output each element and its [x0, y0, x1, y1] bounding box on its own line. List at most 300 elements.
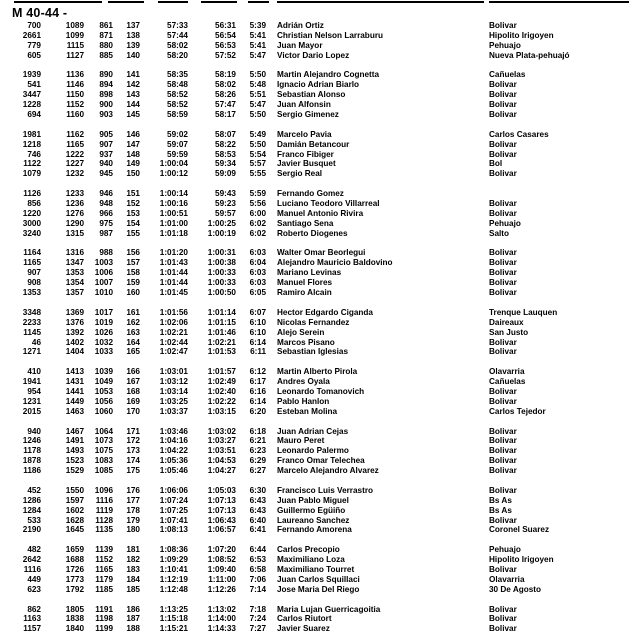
gross-time-cell: 1:13:25 [159, 604, 188, 614]
runner-name-cell: Leonardo Tomanovich [277, 386, 365, 396]
net-time-cell: 59:34 [215, 159, 236, 169]
net-time-cell: 1:03:15 [207, 406, 236, 416]
runner-name-cell: Mauro Peret [277, 436, 325, 446]
runner-name-cell: Franco Omar Telechea [277, 456, 365, 466]
city-cell: Bolivar [489, 446, 517, 456]
gross-time-cell: 59:07 [167, 139, 188, 149]
city-cell: Trenque Lauquen [489, 307, 558, 317]
runner-name-cell: Roberto Diogenes [277, 228, 348, 238]
runner-name-cell: Nicolas Fernandez [277, 317, 350, 327]
gross-time-cell: 1:01:18 [159, 228, 188, 238]
overall-place-cell: 1347 [65, 258, 84, 268]
pace-cell: 5:48 [249, 80, 266, 90]
net-time-cell: 1:07:20 [207, 545, 236, 555]
pace-cell: 5:50 [249, 110, 266, 120]
group-gap [0, 535, 634, 545]
gender-place-cell: 1010 [94, 288, 113, 298]
gross-time-cell: 1:01:43 [159, 258, 188, 268]
city-cell: Bolivar [489, 426, 517, 436]
overall-place-cell: 1838 [65, 614, 84, 624]
city-cell: Pehuajo [489, 218, 521, 228]
category-place-cell: 139 [126, 40, 140, 50]
overall-place-cell: 1115 [66, 40, 84, 50]
city-cell: Bolivar [489, 604, 517, 614]
net-time-cell: 1:14:33 [207, 624, 236, 634]
gross-time-cell: 57:33 [167, 21, 188, 30]
bib-cell: 1271 [22, 347, 41, 357]
gross-time-cell: 1:15:18 [159, 614, 188, 624]
group-gap [0, 61, 634, 71]
runner-name-cell: Manuel Antonio Rivira [277, 208, 364, 218]
pace-cell: 5:50 [249, 139, 266, 149]
net-time-cell: 1:08:52 [207, 555, 236, 565]
result-row [0, 21, 634, 31]
result-row [0, 377, 634, 387]
gross-time-cell: 1:04:22 [159, 446, 188, 456]
gender-place-cell: 861 [99, 21, 113, 30]
bib-cell: 1220 [22, 208, 41, 218]
bib-cell: 1186 [23, 466, 41, 476]
gross-time-cell: 1:01:00 [159, 218, 188, 228]
header-rule [248, 1, 269, 3]
city-cell: Bolivar [489, 466, 517, 476]
category-place-cell: 138 [126, 30, 140, 40]
category-place-cell: 150 [126, 169, 140, 179]
overall-place-cell: 1491 [65, 436, 84, 446]
overall-place-cell: 1354 [65, 278, 84, 288]
pace-cell: 5:50 [249, 70, 266, 80]
gross-time-cell: 1:03:01 [159, 367, 188, 377]
runner-name-cell: Esteban Molina [277, 406, 338, 416]
city-cell: Bolivar [489, 456, 517, 466]
net-time-cell: 1:02:22 [207, 396, 236, 406]
city-cell: Bolivar [489, 100, 517, 110]
pace-cell: 7:06 [249, 574, 266, 584]
runner-name-cell: Franco Fibiger [277, 149, 334, 159]
bib-cell: 3447 [22, 90, 41, 100]
gross-time-cell: 58:20 [167, 50, 188, 60]
pace-cell: 5:56 [249, 199, 266, 209]
result-row [0, 565, 634, 575]
runner-name-cell: Fernando Amorena [277, 525, 352, 535]
gross-time-cell: 59:59 [167, 149, 188, 159]
result-row [0, 219, 634, 229]
pace-cell: 7:18 [249, 604, 266, 614]
runner-name-cell: Martin Alberto Pirola [277, 367, 358, 377]
city-cell: Bolivar [489, 614, 517, 624]
result-row [0, 506, 634, 516]
pace-cell: 7:24 [249, 614, 266, 624]
category-place-cell: 146 [126, 129, 140, 139]
pace-cell: 5:55 [249, 169, 266, 179]
runner-name-cell: Adrián Ortiz [277, 21, 324, 30]
runner-name-cell: Maximiliano Tourret [277, 564, 355, 574]
runner-name-cell: Victor Dario Lopez [277, 50, 350, 60]
bib-cell: 1126 [23, 189, 41, 199]
net-time-cell: 1:09:40 [207, 564, 236, 574]
city-cell: Bolivar [489, 110, 517, 120]
bib-cell: 410 [27, 367, 41, 377]
net-time-cell: 1:00:25 [207, 218, 236, 228]
bib-cell: 1939 [22, 70, 41, 80]
city-cell: Bs As [489, 495, 512, 505]
net-time-cell: 1:02:49 [207, 377, 236, 387]
header-rule [158, 1, 188, 3]
overall-place-cell: 1628 [65, 515, 84, 525]
gross-time-cell: 1:02:47 [159, 347, 188, 357]
city-cell: Bolivar [489, 515, 517, 525]
runner-name-cell: Leonardo Palermo [277, 446, 349, 456]
net-time-cell: 1:01:53 [207, 347, 236, 357]
runner-name-cell: Jose Maria Del Riego [277, 584, 360, 594]
gender-place-cell: 1139 [95, 545, 113, 555]
result-row [0, 427, 634, 437]
net-time-cell: 1:01:14 [207, 307, 236, 317]
result-row [0, 318, 634, 328]
gross-time-cell: 1:01:44 [159, 278, 188, 288]
city-cell: Bolivar [489, 624, 517, 634]
gender-place-cell: 894 [99, 80, 113, 90]
category-place-cell: 160 [126, 288, 140, 298]
result-row [0, 496, 634, 506]
pace-cell: 6:11 [250, 347, 266, 357]
city-cell: Bolivar [489, 80, 517, 90]
city-cell: San Justo [489, 327, 529, 337]
gross-time-cell: 58:35 [167, 70, 188, 80]
gross-time-cell: 1:00:51 [159, 208, 188, 218]
bib-cell: 1231 [22, 396, 41, 406]
overall-place-cell: 1726 [65, 564, 84, 574]
bib-cell: 954 [27, 386, 41, 396]
pace-cell: 6:04 [249, 258, 266, 268]
net-time-cell: 59:23 [215, 199, 236, 209]
city-cell: Bs As [489, 505, 512, 515]
pace-cell: 6:10 [249, 327, 266, 337]
gross-time-cell: 1:01:44 [159, 268, 188, 278]
overall-place-cell: 1392 [65, 327, 84, 337]
category-place-cell: 164 [126, 337, 140, 347]
gross-time-cell: 57:44 [167, 30, 188, 40]
gross-time-cell: 58:52 [167, 90, 188, 100]
runner-name-cell: Carlos Riutort [277, 614, 332, 624]
gross-time-cell: 1:05:36 [159, 456, 188, 466]
city-cell: Bolivar [489, 485, 517, 495]
net-time-cell: 1:03:27 [207, 436, 236, 446]
net-time-cell: 1:04:53 [207, 456, 236, 466]
result-row [0, 41, 634, 51]
gender-place-cell: 1116 [95, 495, 113, 505]
city-cell: Nueva Plata-pehuajó [489, 50, 570, 60]
net-time-cell: 58:07 [215, 129, 236, 139]
bib-cell: 1164 [23, 248, 41, 258]
category-place-cell: 142 [126, 80, 140, 90]
net-time-cell: 58:19 [215, 70, 236, 80]
runner-name-cell: Maria Lujan Guerricagoitia [277, 604, 381, 614]
overall-place-cell: 1099 [65, 30, 84, 40]
net-time-cell: 1:06:57 [207, 525, 236, 535]
gross-time-cell: 1:03:46 [159, 426, 188, 436]
runner-name-cell: Ignacio Adrian Biarlo [277, 80, 360, 90]
result-row [0, 140, 634, 150]
gender-place-cell: 905 [99, 129, 113, 139]
result-row [0, 159, 634, 169]
gender-place-cell: 1039 [94, 367, 113, 377]
bib-cell: 1157 [23, 624, 41, 634]
overall-place-cell: 1276 [65, 208, 84, 218]
category-place-cell: 143 [126, 90, 140, 100]
header-rule [14, 1, 102, 3]
result-row [0, 288, 634, 298]
runner-name-cell: Sergio Real [277, 169, 323, 179]
pace-cell: 5:41 [249, 30, 266, 40]
net-time-cell: 59:43 [215, 189, 236, 199]
overall-place-cell: 1463 [65, 406, 84, 416]
pace-cell: 5:49 [249, 129, 266, 139]
bib-cell: 3348 [22, 307, 41, 317]
category-place-cell: 166 [126, 367, 140, 377]
city-cell: Daireaux [489, 317, 524, 327]
bib-cell: 1116 [23, 564, 41, 574]
net-time-cell: 1:01:15 [207, 317, 236, 327]
category-place-cell: 154 [126, 218, 140, 228]
overall-place-cell: 1688 [65, 555, 84, 565]
overall-place-cell: 1357 [65, 288, 84, 298]
overall-place-cell: 1369 [65, 307, 84, 317]
runner-name-cell: Christian Nelson Larraburu [277, 30, 384, 40]
category-place-cell: 147 [126, 139, 140, 149]
overall-place-cell: 1146 [66, 80, 84, 90]
gross-time-cell: 1:07:41 [159, 515, 188, 525]
city-cell: Olavarria [489, 574, 525, 584]
city-cell: Cañuelas [489, 377, 526, 387]
overall-place-cell: 1792 [65, 584, 84, 594]
gender-place-cell: 903 [99, 110, 113, 120]
gross-time-cell: 1:08:13 [159, 525, 188, 535]
gross-time-cell: 1:05:46 [159, 466, 188, 476]
net-time-cell: 57:47 [215, 100, 236, 110]
gross-time-cell: 1:03:12 [159, 377, 188, 387]
bib-cell: 1079 [22, 169, 41, 179]
result-row [0, 328, 634, 338]
category-place-cell: 148 [126, 149, 140, 159]
gross-time-cell: 1:02:06 [159, 317, 188, 327]
result-row [0, 466, 634, 476]
overall-place-cell: 1165 [66, 139, 84, 149]
runner-name-cell: Juan Adrian Cejas [277, 426, 349, 436]
bib-cell: 1941 [22, 377, 41, 387]
gender-place-cell: 1019 [94, 317, 113, 327]
result-row [0, 436, 634, 446]
overall-place-cell: 1805 [65, 604, 84, 614]
city-cell: Bolivar [489, 199, 517, 209]
gross-time-cell: 1:03:37 [159, 406, 188, 416]
category-place-cell: 178 [126, 505, 140, 515]
overall-place-cell: 1602 [65, 505, 84, 515]
category-place-cell: 179 [126, 515, 140, 525]
overall-place-cell: 1152 [66, 100, 84, 110]
result-row [0, 338, 634, 348]
city-cell: Pehuajo [489, 545, 521, 555]
runner-name-cell: Francisco Luis Verrastro [277, 485, 374, 495]
bib-cell: 2661 [22, 30, 41, 40]
overall-place-cell: 1236 [65, 199, 84, 209]
bib-cell: 3000 [22, 218, 41, 228]
bib-cell: 449 [27, 574, 41, 584]
runner-name-cell: Manuel Flores [277, 278, 333, 288]
pace-cell: 6:02 [249, 218, 266, 228]
bib-cell: 3240 [22, 228, 41, 238]
overall-place-cell: 1550 [65, 485, 84, 495]
gender-place-cell: 975 [99, 218, 113, 228]
gender-place-cell: 1007 [94, 278, 113, 288]
net-time-cell: 59:57 [215, 208, 236, 218]
pace-cell: 6:14 [249, 337, 266, 347]
runner-name-cell: Juan Alfonsin [277, 100, 331, 110]
pace-cell: 6:10 [249, 317, 266, 327]
result-row [0, 130, 634, 140]
gross-time-cell: 1:15:21 [159, 624, 188, 634]
pace-cell: 6:16 [249, 386, 266, 396]
result-row [0, 605, 634, 615]
overall-place-cell: 1227 [65, 159, 84, 169]
bib-cell: 46 [31, 337, 41, 347]
runner-name-cell: Damián Betancour [277, 139, 350, 149]
pace-cell: 6:00 [249, 208, 266, 218]
pace-cell: 6:18 [249, 426, 266, 436]
overall-place-cell: 1467 [65, 426, 84, 436]
overall-place-cell: 1222 [65, 149, 84, 159]
runner-name-cell: Juan Mayor [277, 40, 323, 50]
header-rule [277, 1, 484, 3]
bib-cell: 779 [27, 40, 41, 50]
gender-place-cell: 1179 [95, 574, 113, 584]
category-place-cell: 173 [126, 446, 140, 456]
bib-cell: 700 [27, 21, 41, 30]
pace-cell: 6:58 [249, 564, 266, 574]
group-gap [0, 239, 634, 249]
gross-time-cell: 58:02 [167, 40, 188, 50]
bib-cell: 1353 [22, 288, 41, 298]
group-gap [0, 120, 634, 130]
city-cell: Bolivar [489, 436, 517, 446]
gross-time-cell: 1:04:16 [159, 436, 188, 446]
result-row [0, 545, 634, 555]
result-row [0, 229, 634, 239]
result-row [0, 258, 634, 268]
gross-time-cell: 1:03:14 [159, 386, 188, 396]
result-row [0, 100, 634, 110]
bib-cell: 2642 [22, 555, 41, 565]
gender-place-cell: 1128 [95, 515, 113, 525]
overall-place-cell: 1233 [65, 189, 84, 199]
city-cell: Bolivar [489, 21, 517, 30]
runner-name-cell: Martin Alejandro Cognetta [277, 70, 380, 80]
bib-cell: 856 [27, 199, 41, 209]
category-place-cell: 183 [126, 564, 140, 574]
pace-cell: 6:20 [249, 406, 266, 416]
net-time-cell: 1:11:00 [208, 574, 236, 584]
overall-place-cell: 1493 [65, 446, 84, 456]
gender-place-cell: 871 [99, 30, 113, 40]
net-time-cell: 1:05:03 [207, 485, 236, 495]
header-rule [201, 1, 237, 3]
gross-time-cell: 1:01:45 [159, 288, 188, 298]
runner-name-cell: Sebastian Alonso [277, 90, 346, 100]
city-cell: Bolivar [489, 337, 517, 347]
overall-place-cell: 1597 [65, 495, 84, 505]
pace-cell: 5:39 [249, 21, 266, 30]
net-time-cell: 56:31 [215, 21, 236, 30]
gross-time-cell: 1:00:12 [159, 169, 188, 179]
runner-name-cell: Alejandro Mauricio Baldovino [277, 258, 393, 268]
runner-name-cell: Hector Edgardo Ciganda [277, 307, 373, 317]
bib-cell: 1228 [22, 100, 41, 110]
category-place-cell: 153 [126, 208, 140, 218]
bib-cell: 1122 [23, 159, 41, 169]
net-time-cell: 1:02:40 [207, 386, 236, 396]
result-row [0, 308, 634, 318]
pace-cell: 5:54 [249, 149, 266, 159]
result-row [0, 278, 634, 288]
runner-name-cell: Ramiro Alcain [277, 288, 332, 298]
overall-place-cell: 1150 [66, 90, 84, 100]
gender-place-cell: 1119 [95, 505, 113, 515]
overall-place-cell: 1316 [65, 248, 84, 258]
results-table [0, 21, 634, 634]
bib-cell: 1145 [23, 327, 41, 337]
overall-place-cell: 1402 [65, 337, 84, 347]
overall-place-cell: 1376 [65, 317, 84, 327]
city-cell: Bolivar [489, 396, 517, 406]
gender-place-cell: 1165 [95, 564, 113, 574]
pace-cell: 6:05 [249, 288, 266, 298]
city-cell: Bolivar [489, 386, 517, 396]
overall-place-cell: 1645 [65, 525, 84, 535]
city-cell: Bolivar [489, 268, 517, 278]
category-place-cell: 177 [126, 495, 140, 505]
net-time-cell: 1:00:50 [207, 288, 236, 298]
pace-cell: 5:41 [249, 40, 266, 50]
category-place-cell: 145 [126, 110, 140, 120]
pace-cell: 5:59 [249, 189, 266, 199]
pace-cell: 6:23 [249, 446, 266, 456]
gender-place-cell: 966 [99, 208, 113, 218]
pace-cell: 6:17 [249, 377, 266, 387]
gross-time-cell: 1:07:25 [159, 505, 188, 515]
result-row [0, 624, 634, 634]
pace-cell: 5:57 [249, 159, 266, 169]
net-time-cell: 58:26 [215, 90, 236, 100]
runner-name-cell: Sergio Gimenez [277, 110, 339, 120]
category-place-cell: 185 [126, 584, 140, 594]
bib-cell: 1165 [23, 258, 41, 268]
gender-place-cell: 945 [99, 169, 113, 179]
category-heading: M 40-44 - [12, 6, 68, 20]
city-cell: Bolivar [489, 278, 517, 288]
bib-cell: 2190 [22, 525, 41, 535]
result-row [0, 150, 634, 160]
gross-time-cell: 1:00:04 [159, 159, 188, 169]
net-time-cell: 58:53 [215, 149, 236, 159]
category-place-cell: 161 [126, 307, 140, 317]
category-place-cell: 141 [126, 70, 140, 80]
gross-time-cell: 1:01:56 [159, 307, 188, 317]
gender-place-cell: 1085 [94, 466, 113, 476]
city-cell: Bolivar [489, 90, 517, 100]
runner-name-cell: Maximiliano Loza [277, 555, 345, 565]
overall-place-cell: 1659 [65, 545, 84, 555]
bib-cell: 1286 [22, 495, 41, 505]
